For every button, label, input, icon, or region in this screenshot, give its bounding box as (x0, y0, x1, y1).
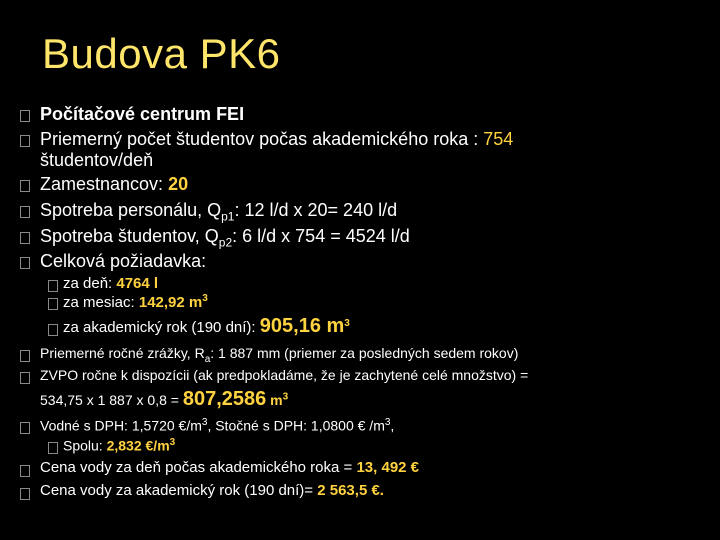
text: Priemerný počet študentov počas akademického roka : (40, 129, 484, 149)
text: Spolu: (63, 437, 107, 454)
superscript: 3 (201, 417, 208, 428)
subscript: a (204, 353, 211, 365)
bullet-icon (20, 135, 30, 147)
bullet-text-continued (40, 388, 288, 411)
bullet-text (40, 417, 394, 434)
value: 142,92 m (138, 294, 203, 311)
bullet-text (40, 200, 397, 224)
bullet-text (40, 174, 188, 195)
text: Spotreba študentov, Q (40, 226, 219, 246)
sub-bullet-text (63, 437, 175, 454)
superscript: 3 (344, 318, 350, 329)
sub-bullet-text (63, 293, 208, 311)
bullet-icon (20, 465, 30, 477)
value: 905,16 m (259, 315, 345, 337)
bullet-icon (20, 372, 30, 384)
bullet-icon (20, 232, 30, 244)
bullet-icon (20, 110, 30, 122)
bullet-text (40, 459, 419, 476)
superscript: 3 (169, 437, 176, 448)
text: 534,75 x 1 887 x 0,8 = (40, 392, 183, 408)
text: , Stočné s DPH: 1,0800 € /m (207, 417, 385, 434)
bullet-icon (20, 422, 30, 434)
text: : 1 887 mm (priemer za posledných sedem rokov) (210, 345, 519, 361)
text: za mesiac: (63, 294, 139, 311)
bullet-icon (20, 257, 30, 269)
bullet-icon (20, 206, 30, 218)
bullet-icon (20, 350, 30, 362)
bullet-icon (48, 442, 58, 454)
bullet-text-continued: študentov/deň (40, 150, 154, 170)
slide-title: Budova PK6 (42, 30, 281, 77)
bullet-text (40, 129, 513, 150)
superscript: 3 (384, 417, 391, 428)
bullet-text (40, 345, 518, 365)
bullet-icon (48, 280, 58, 292)
text: : 12 l/d x 20= 240 l/d (234, 200, 398, 220)
text: za deň: (63, 275, 117, 292)
text: Zamestnancov: (40, 174, 169, 194)
subscript: p2 (218, 235, 233, 250)
subscript: p1 (221, 209, 235, 224)
bullet-icon (48, 324, 58, 336)
bullet-icon (20, 180, 30, 192)
superscript: 3 (282, 391, 289, 403)
value: 807,2586 (182, 388, 267, 410)
value: 754 (483, 129, 514, 149)
value: 20 (168, 174, 189, 194)
value: 4764 l (116, 275, 159, 292)
bullet-text: Počítačové centrum FEI (40, 104, 245, 124)
bullet-icon (48, 298, 58, 310)
sub-bullet-text (63, 275, 158, 292)
text: Vodné s DPH: 1,5720 €/m (40, 417, 202, 434)
value: 13, 492 € (356, 459, 420, 476)
value: 2 563,5 €. (317, 482, 384, 499)
bullet-text: ZVPO ročne k dispozícii (ak predpokladáme, že je zachytené celé množstvo) = (40, 367, 529, 383)
sub-bullet-text (63, 315, 350, 338)
text: : 6 l/d x 754 = 4524 l/d (232, 226, 410, 246)
bullet-text (40, 226, 410, 250)
bullet-text (40, 482, 384, 499)
bullet-icon (20, 488, 30, 500)
text: za akademický rok (190 dní): (63, 319, 260, 336)
text: Priemerné ročné zrážky, R (40, 345, 205, 361)
text: Spotreba personálu, Q (40, 200, 222, 220)
superscript: 3 (202, 293, 208, 304)
text: Cena vody za deň počas akademického roka = (40, 459, 357, 476)
text: , (390, 417, 395, 434)
text: Cena vody za akademický rok (190 dní)= (40, 482, 318, 499)
value: 2,832 €/m (106, 437, 170, 454)
bullet-text: Celková požiadavka: (40, 251, 207, 271)
unit: m (266, 392, 283, 408)
